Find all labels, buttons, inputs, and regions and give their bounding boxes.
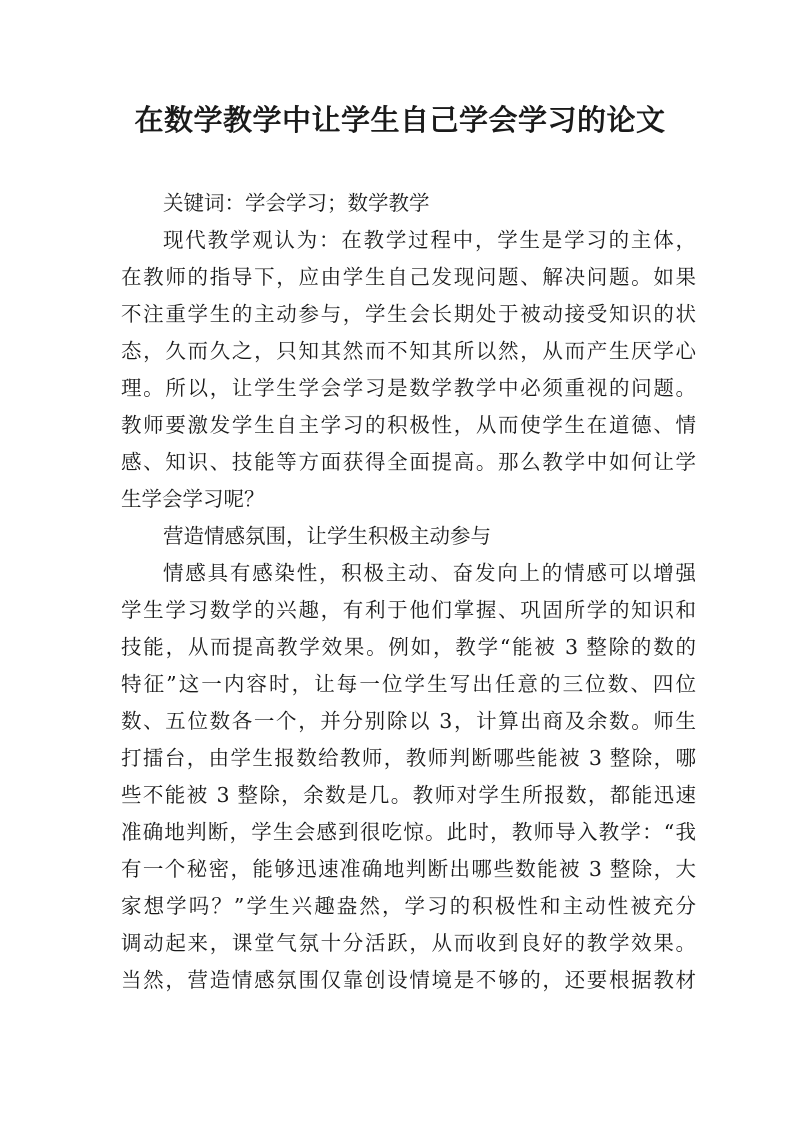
paragraph-line: 准确地判断，学生会感到很吃惊。此时，教师导入教学：“我 — [121, 820, 696, 844]
document-body — [121, 185, 696, 999]
paragraph-line: 理。所以，让学生学会学习是数学教学中必须重视的问题。 — [121, 376, 696, 400]
paragraph-line: 生学会学习呢？ — [121, 487, 265, 511]
paragraph-line: 数、五位数各一个，并分别除以 3，计算出商及余数。师生 — [121, 709, 696, 733]
paragraph-line: 感、知识、技能等方面获得全面提高。那么教学中如何让学 — [121, 450, 696, 474]
paragraph-line: 学生学习数学的兴趣，有利于他们掌握、巩固所学的知识和 — [121, 598, 696, 622]
paragraph-line: 现代教学观认为：在教学过程中，学生是学习的主体， — [163, 228, 696, 252]
paragraph-line: 在教师的指导下，应由学生自己发现问题、解决问题。如果 — [121, 265, 696, 289]
paragraph-line: 有一个秘密，能够迅速准确地判断出哪些数能被 3 整除，大 — [121, 857, 696, 881]
paragraph-line: 特征”这一内容时，让每一位学生写出任意的三位数、四位 — [121, 672, 696, 696]
section-heading: 营造情感氛围，让学生积极主动参与 — [163, 524, 491, 548]
keywords-line: 关键词：学会学习；数学教学 — [163, 191, 430, 215]
document-title: 在数学教学中让学生自己学会学习的论文 — [134, 103, 666, 137]
paragraph-line: 情感具有感染性，积极主动、奋发向上的情感可以增强 — [163, 561, 696, 585]
paragraph-line: 当然，营造情感氛围仅靠创设情境是不够的，还要根据教材 — [121, 968, 696, 992]
paragraph-line: 打擂台，由学生报数给教师，教师判断哪些能被 3 整除，哪 — [121, 746, 696, 770]
paragraph-line: 教师要激发学生自主学习的积极性，从而使学生在道德、情 — [121, 413, 696, 437]
paragraph-line: 调动起来，课堂气氛十分活跃，从而收到良好的教学效果。 — [121, 931, 696, 955]
paragraph-line: 家想学吗？”学生兴趣盎然，学习的积极性和主动性被充分 — [121, 894, 696, 918]
paragraph-line: 不注重学生的主动参与，学生会长期处于被动接受知识的状 — [121, 302, 696, 326]
paragraph-line: 态，久而久之，只知其然而不知其所以然，从而产生厌学心 — [121, 339, 696, 363]
paragraph-line: 些不能被 3 整除，余数是几。教师对学生所报数，都能迅速 — [121, 783, 696, 807]
paragraph-line: 技能，从而提高教学效果。例如，教学“能被 3 整除的数的 — [121, 635, 696, 659]
